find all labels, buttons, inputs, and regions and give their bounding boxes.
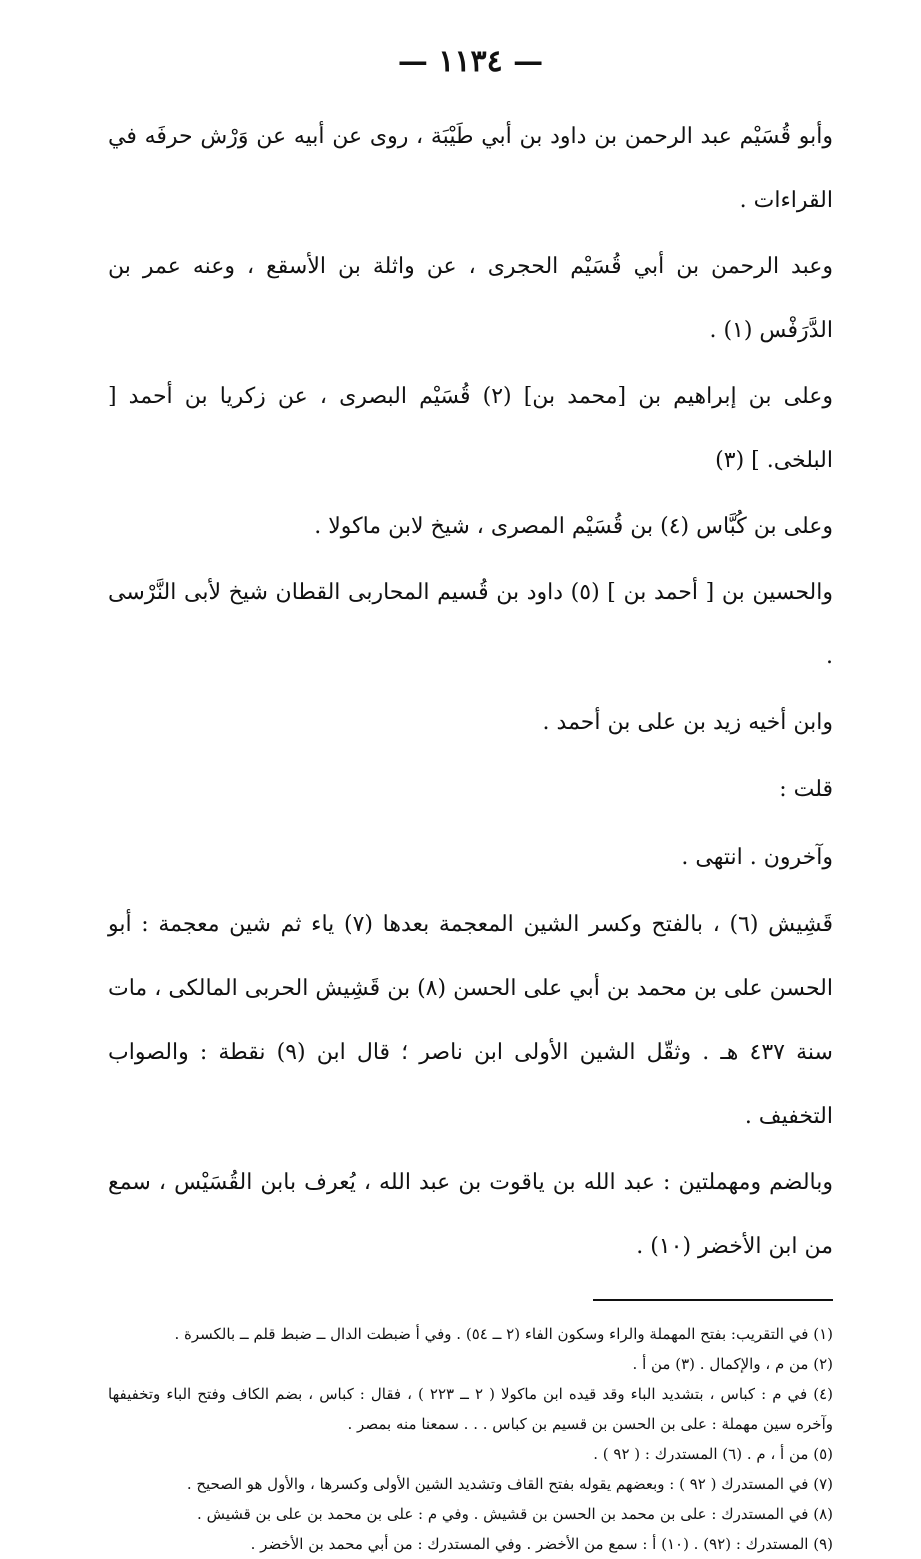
footnote-7: (٧) في المستدرك ( ٩٢ ) : وبعضهم يقوله بفتح القاف وتشديد الشين الأولى وكسرها ، والأول هو الصحيح . [186, 1475, 833, 1493]
paragraph-ali-ibn-kubbas: وعلى بن كُبَّاس (٤) بن قُسَيْم المصرى ، شيخ لابن ماكولا . [314, 514, 833, 539]
footnote-8: (٨) في المستدرك : على بن محمد بن الحسن بن قشيش . وفي م : على بن محمد بن على بن قشيش . [197, 1505, 833, 1523]
paragraph-zayd: وابن أخيه زيد بن على بن أحمد . [542, 710, 833, 735]
paragraph-qashish: قَشِيش (٦) ، بالفتح وكسر الشين المعجمة بعدها (٧) ياء ثم شين معجمة : أبو الحسن على بن محمد بن أبي على الحسن (٨) بن قَشِيش الحربى المالكى ، مات سنة ٤٣٧ هـ . وثقّل الشين الأولى ابن ناصر ؛ قال ابن (٩) نقطة : والصواب التخفيف . [108, 912, 834, 1129]
paragraph-abd-al-rahman: وعبد الرحمن بن أبي قُسَيْم الحجرى ، عن واثلة بن الأسقع ، وعنه عمر بن الدَّرَفْس (١) . [108, 254, 833, 343]
paragraph-qusays: وبالضم ومهملتين : عبد الله بن ياقوت بن عبد الله ، يُعرف بابن القُسَيْس ، سمع من ابن الأخضر (١٠) . [108, 1170, 833, 1259]
footnote-9-10: (٩) المستدرك : (٩٢) . (١٠) أ : سمع من الأخضر . وفي المستدرك : من أبي محمد بن الأخضر . [250, 1535, 833, 1553]
footnote-4: (٤) في م : كباس ، بتشديد الباء وقد قيده ابن ماكولا ( ٢ ــ ٢٢٣ ) ، فقال : كباس ، بضم الكاف وفتح الباء وتخفيفها وآخره سين مهملة : على بن الحسن بن قسيم بن كباس . . . سمعنا منه بمصر . [108, 1385, 834, 1433]
paragraph-al-husayn: والحسين بن [ أحمد بن ] (٥) داود بن قُسيم المحاربى القطان شيخ لأبى النَّرْسى . [108, 580, 833, 669]
paragraph-ali-ibn-ibrahim: وعلى بن إبراهيم بن [محمد بن] (٢) قُسَيْم البصرى ، عن زكريا بن أحمد [ البلخى. ] (٣) [108, 384, 834, 473]
paragraph-abu-qusaym: وأبو قُسَيْم عبد الرحمن بن داود بن أبي طَيْبَة ، روى عن أبيه عن وَرْش حرفَه في القراءات . [108, 124, 833, 213]
footnote-1: (١) في التقريب: بفتح المهملة والراء وسكون الفاء (٢ ــ ٥٤) . وفي أ ضبطت الدال ــ ضبط قلم ــ بالكسرة . [174, 1325, 833, 1343]
footnote-5-6: (٥) من أ ، م . (٦) المستدرك : ( ٩٢ ) . [593, 1445, 833, 1463]
paragraph-qult: قلت : [779, 777, 833, 802]
page-number: — ١١٣٤ — [397, 44, 544, 79]
paragraph-akharun: وآخرون . انتهى . [681, 845, 833, 870]
footnotes [108, 1319, 833, 1559]
main-text [108, 105, 833, 1279]
footnote-divider [593, 1299, 833, 1301]
footnote-2-3: (٢) من م ، والإكمال . (٣) من أ . [632, 1355, 833, 1373]
